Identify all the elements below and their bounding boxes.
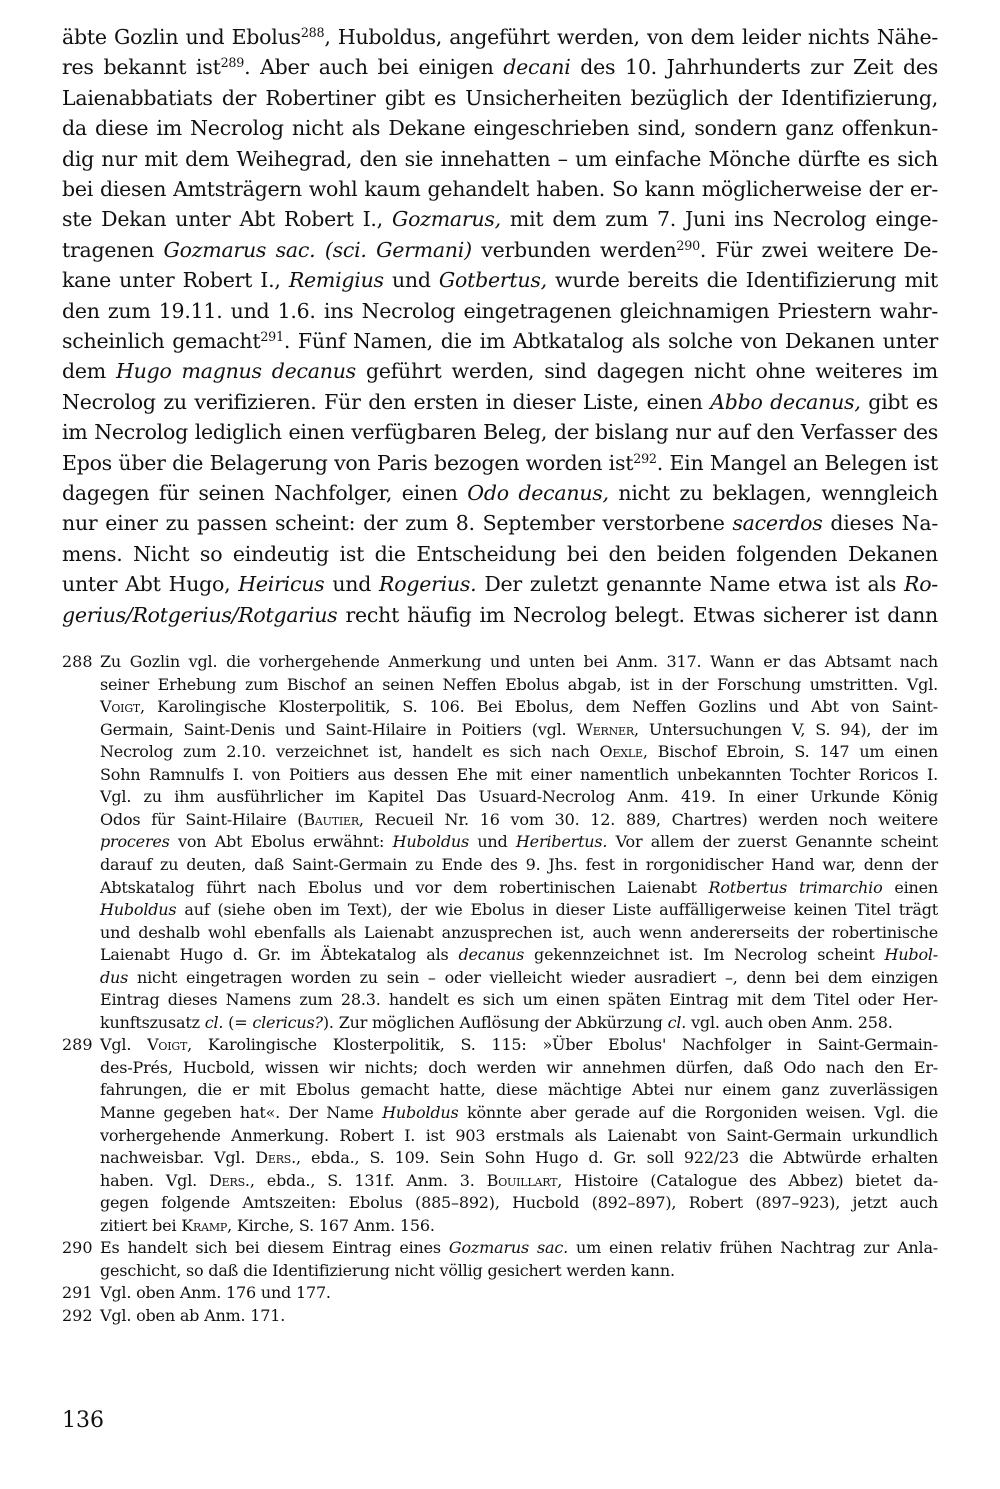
text-line: kane unter Robert I., Remigius und Gotbertus, wurde bereits die Identifizierung mit bbox=[62, 268, 938, 293]
footnote-line: und deshalb wohl ebenfalls als Laienabt anzusprechen ist, auch wenn andererseits der robertinische bbox=[100, 922, 938, 942]
text-line: nur einer zu passen scheint: der zum 8. September verstorbene sacerdos dieses Na- bbox=[62, 511, 939, 536]
footnote-line: nachweisbar. Vgl. Ders., ebda., S. 109. Sein Sohn Hugo d. Gr. soll 922/23 die Abtwürde erhalten bbox=[100, 1148, 939, 1168]
footnote-line: Odos für Saint-Hilaire (Bautier, Recueil Nr. 16 vom 30. 12. 889, Chartres) werden noch weitere bbox=[100, 809, 938, 829]
text-line: gerius/Rotgerius/Rotgarius recht häufig im Necrolog belegt. Etwas sicherer ist dann bbox=[62, 602, 938, 627]
text-line: bei diesen Amtsträgern wohl kaum gehandelt haben. So kann möglicherweise der er- bbox=[62, 177, 938, 201]
text-line: mens. Nicht so eindeutig ist die Entscheidung bei den beiden folgenden Dekanen bbox=[62, 541, 938, 566]
footnote-line: geschicht, so daß die Identifizierung nicht völlig gesichert werden kann. bbox=[100, 1260, 675, 1280]
footnote-line: haben. Vgl. Ders., ebda., S. 131f. Anm. 3. Bouillart, Histoire (Catalogue des Abbez) bietet da- bbox=[100, 1170, 938, 1190]
footnote-number: 292 bbox=[62, 1305, 93, 1325]
footnote-line: seiner Erhebung zum Bischof an seinen Neffen Ebolus abgab, ist in der Forschung umstritten. Vgl. bbox=[100, 674, 938, 694]
footnote-line: Vgl. zu ihm ausführlicher im Kapitel Das Usuard-Necrolog Anm. 419. In einer Urkunde König bbox=[100, 787, 938, 807]
footnote-line: dus nicht eingetragen worden zu sein – oder vielleicht wieder ausradiert –, denn bei dem einzigen bbox=[100, 967, 938, 987]
footnote-line: zitiert bei Kramp, Kirche, S. 167 Anm. 156. bbox=[100, 1215, 435, 1235]
footnote-line: Voigt, Karolingische Klosterpolitik, S. 106. Bei Ebolus, dem Neffen Gozlins und Abt von Saint- bbox=[100, 697, 938, 717]
footnote-line: kunftszusatz cl. (= clericus?). Zur möglichen Auflösung der Abkürzung cl. vgl. auch oben Anm. 258. bbox=[100, 1012, 893, 1032]
footnote-line: Zu Gozlin vgl. die vorhergehende Anmerkung und unten bei Anm. 317. Wann er das Abtsamt nach bbox=[100, 652, 938, 671]
footnote-number: 288 bbox=[62, 652, 93, 671]
footnote-line: Abtskatalog führt nach Ebolus und vor dem robertinischen Laienabt Rotbertus trimarchio einen bbox=[100, 877, 938, 897]
footnote-line: Vgl. oben Anm. 176 und 177. bbox=[100, 1283, 331, 1303]
text-line: scheinlich gemacht$^{291}$. Fünf Namen, die im Abtkatalog als solche von Dekanen unter bbox=[62, 329, 938, 353]
page-number: 136 bbox=[62, 1408, 104, 1433]
footnote-line: Eintrag dieses Namens zum 28.3. handelt es sich um einen späten Eintrag mit dem Titel oder Her- bbox=[100, 990, 938, 1010]
footnote-line: darauf zu deuten, daß Saint-Germain zu Ende des 9. Jhs. fest in rorgonidischer Hand war, denn der bbox=[100, 854, 938, 874]
text-line: Laienabbatiats der Robertiner gibt es Unsicherheiten bezüglich der Identifizierung, bbox=[62, 85, 938, 110]
footnote-line: Huboldus auf (siehe oben im Text), der wie Ebolus in dieser Liste auffälligerweise keinen Titel trägt bbox=[100, 900, 938, 920]
text-line: äbte Gozlin und Ebolus$^{288}$, Huboldus, angeführt werden, von dem leider nichts Nähe- bbox=[62, 25, 938, 49]
text-line: dagegen für seinen Nachfolger, einen Odo decanus, nicht zu beklagen, wenngleich bbox=[62, 481, 938, 505]
text-line: ste Dekan unter Abt Robert I., Gozmarus, mit dem zum 7. Juni ins Necrolog einge- bbox=[62, 207, 938, 232]
text-line: Epos über die Belagerung von Paris bezogen worden ist$^{292}$. Ein Mangel an Belegen ist bbox=[62, 450, 938, 475]
footnote-number: 290 bbox=[62, 1238, 93, 1258]
text-line: Necrolog zu verifizieren. Für den ersten in dieser Liste, einen Abbo decanus, gibt es bbox=[62, 389, 939, 414]
text-line: da diese im Necrolog nicht als Dekane eingeschrieben sind, sondern ganz offenkun- bbox=[62, 116, 938, 141]
footnote-line: vorhergehende Anmerkung. Robert I. ist 903 erstmals als Laienabt von Saint-Germain urkundlich bbox=[100, 1125, 938, 1145]
footnote-number: 291 bbox=[62, 1283, 93, 1303]
footnote-line: des-Prés, Hucbold, wissen wir nichts; doch werden wir annehmen dürfen, daß Odo nach den Er- bbox=[100, 1057, 938, 1077]
text-line: tragenen Gozmarus sac. (sci. Germani) verbunden werden$^{290}$. Für zwei weitere De- bbox=[62, 237, 938, 262]
text-line: res bekannt ist$^{289}$. Aber auch bei einigen decani des 10. Jahrhunderts zur Zeit des bbox=[62, 55, 938, 80]
footnote-number: 289 bbox=[62, 1035, 93, 1055]
footnote-line: Manne gegeben hat«. Der Name Huboldus könnte aber gerade auf die Rorgoniden weisen. Vgl. die bbox=[100, 1103, 938, 1122]
footnote-line: Sohn Ramnulfs I. von Poitiers aus dessen Ehe mit einer namentlich unbekannten Tochter Roricos I. bbox=[100, 764, 938, 784]
footnote-line: Germain, Saint-Denis und Saint-Hilaire in Poitiers (vgl. Werner, Untersuchungen V, S. 94), der im bbox=[100, 719, 938, 739]
footnote-line: gegen folgende Amtszeiten: Ebolus (885–892), Hucbold (892–897), Robert (897–923), jetzt auch bbox=[100, 1193, 938, 1213]
footnote-line: fahrungen, die er mit Ebolus gemacht hatte, diese mächtige Abtei nur einem ganz zuverlässigen bbox=[100, 1080, 938, 1100]
footnote-line: Es handelt sich bei diesem Eintrag eines Gozmarus sac. um einen relativ frühen Nachtrag zur Anla- bbox=[100, 1238, 938, 1258]
footnote-line: proceres von Abt Ebolus erwähnt: Huboldus und Heribertus. Vor allem der zuerst Genannte scheint bbox=[100, 832, 938, 852]
footnote-line: Necrolog zum 2.10. verzeichnet ist, handelt es sich nach Oexle, Bischof Ebroin, S. 147 um einen bbox=[100, 742, 939, 762]
footnote-line: Laienabt Hugo d. Gr. im Äbtekatalog als decanus gekennzeichnet ist. Im Necrolog scheint Hubol- bbox=[100, 945, 939, 965]
text-line: dig nur mit dem Weihegrad, den sie innehatten – um einfache Mönche dürfte es sich bbox=[62, 146, 938, 171]
footnote-line: Vgl. Voigt, Karolingische Klosterpolitik, S. 115: »Über Ebolus' Nachfolger in Saint-Germain- bbox=[100, 1035, 938, 1055]
footnote-line: Vgl. oben ab Anm. 171. bbox=[100, 1305, 286, 1325]
text-line: dem Hugo magnus decanus geführt werden, sind dagegen nicht ohne weiteres im bbox=[62, 359, 938, 384]
text-line: unter Abt Hugo, Heiricus und Rogerius. Der zuletzt genannte Name etwa ist als Ro- bbox=[62, 572, 938, 597]
text-line: im Necrolog lediglich einen verfügbaren Beleg, der bislang nur auf den Verfasser des bbox=[62, 420, 938, 445]
text-line: den zum 19.11. und 1.6. ins Necrolog eingetragenen gleichnamigen Priestern wahr- bbox=[62, 298, 938, 323]
